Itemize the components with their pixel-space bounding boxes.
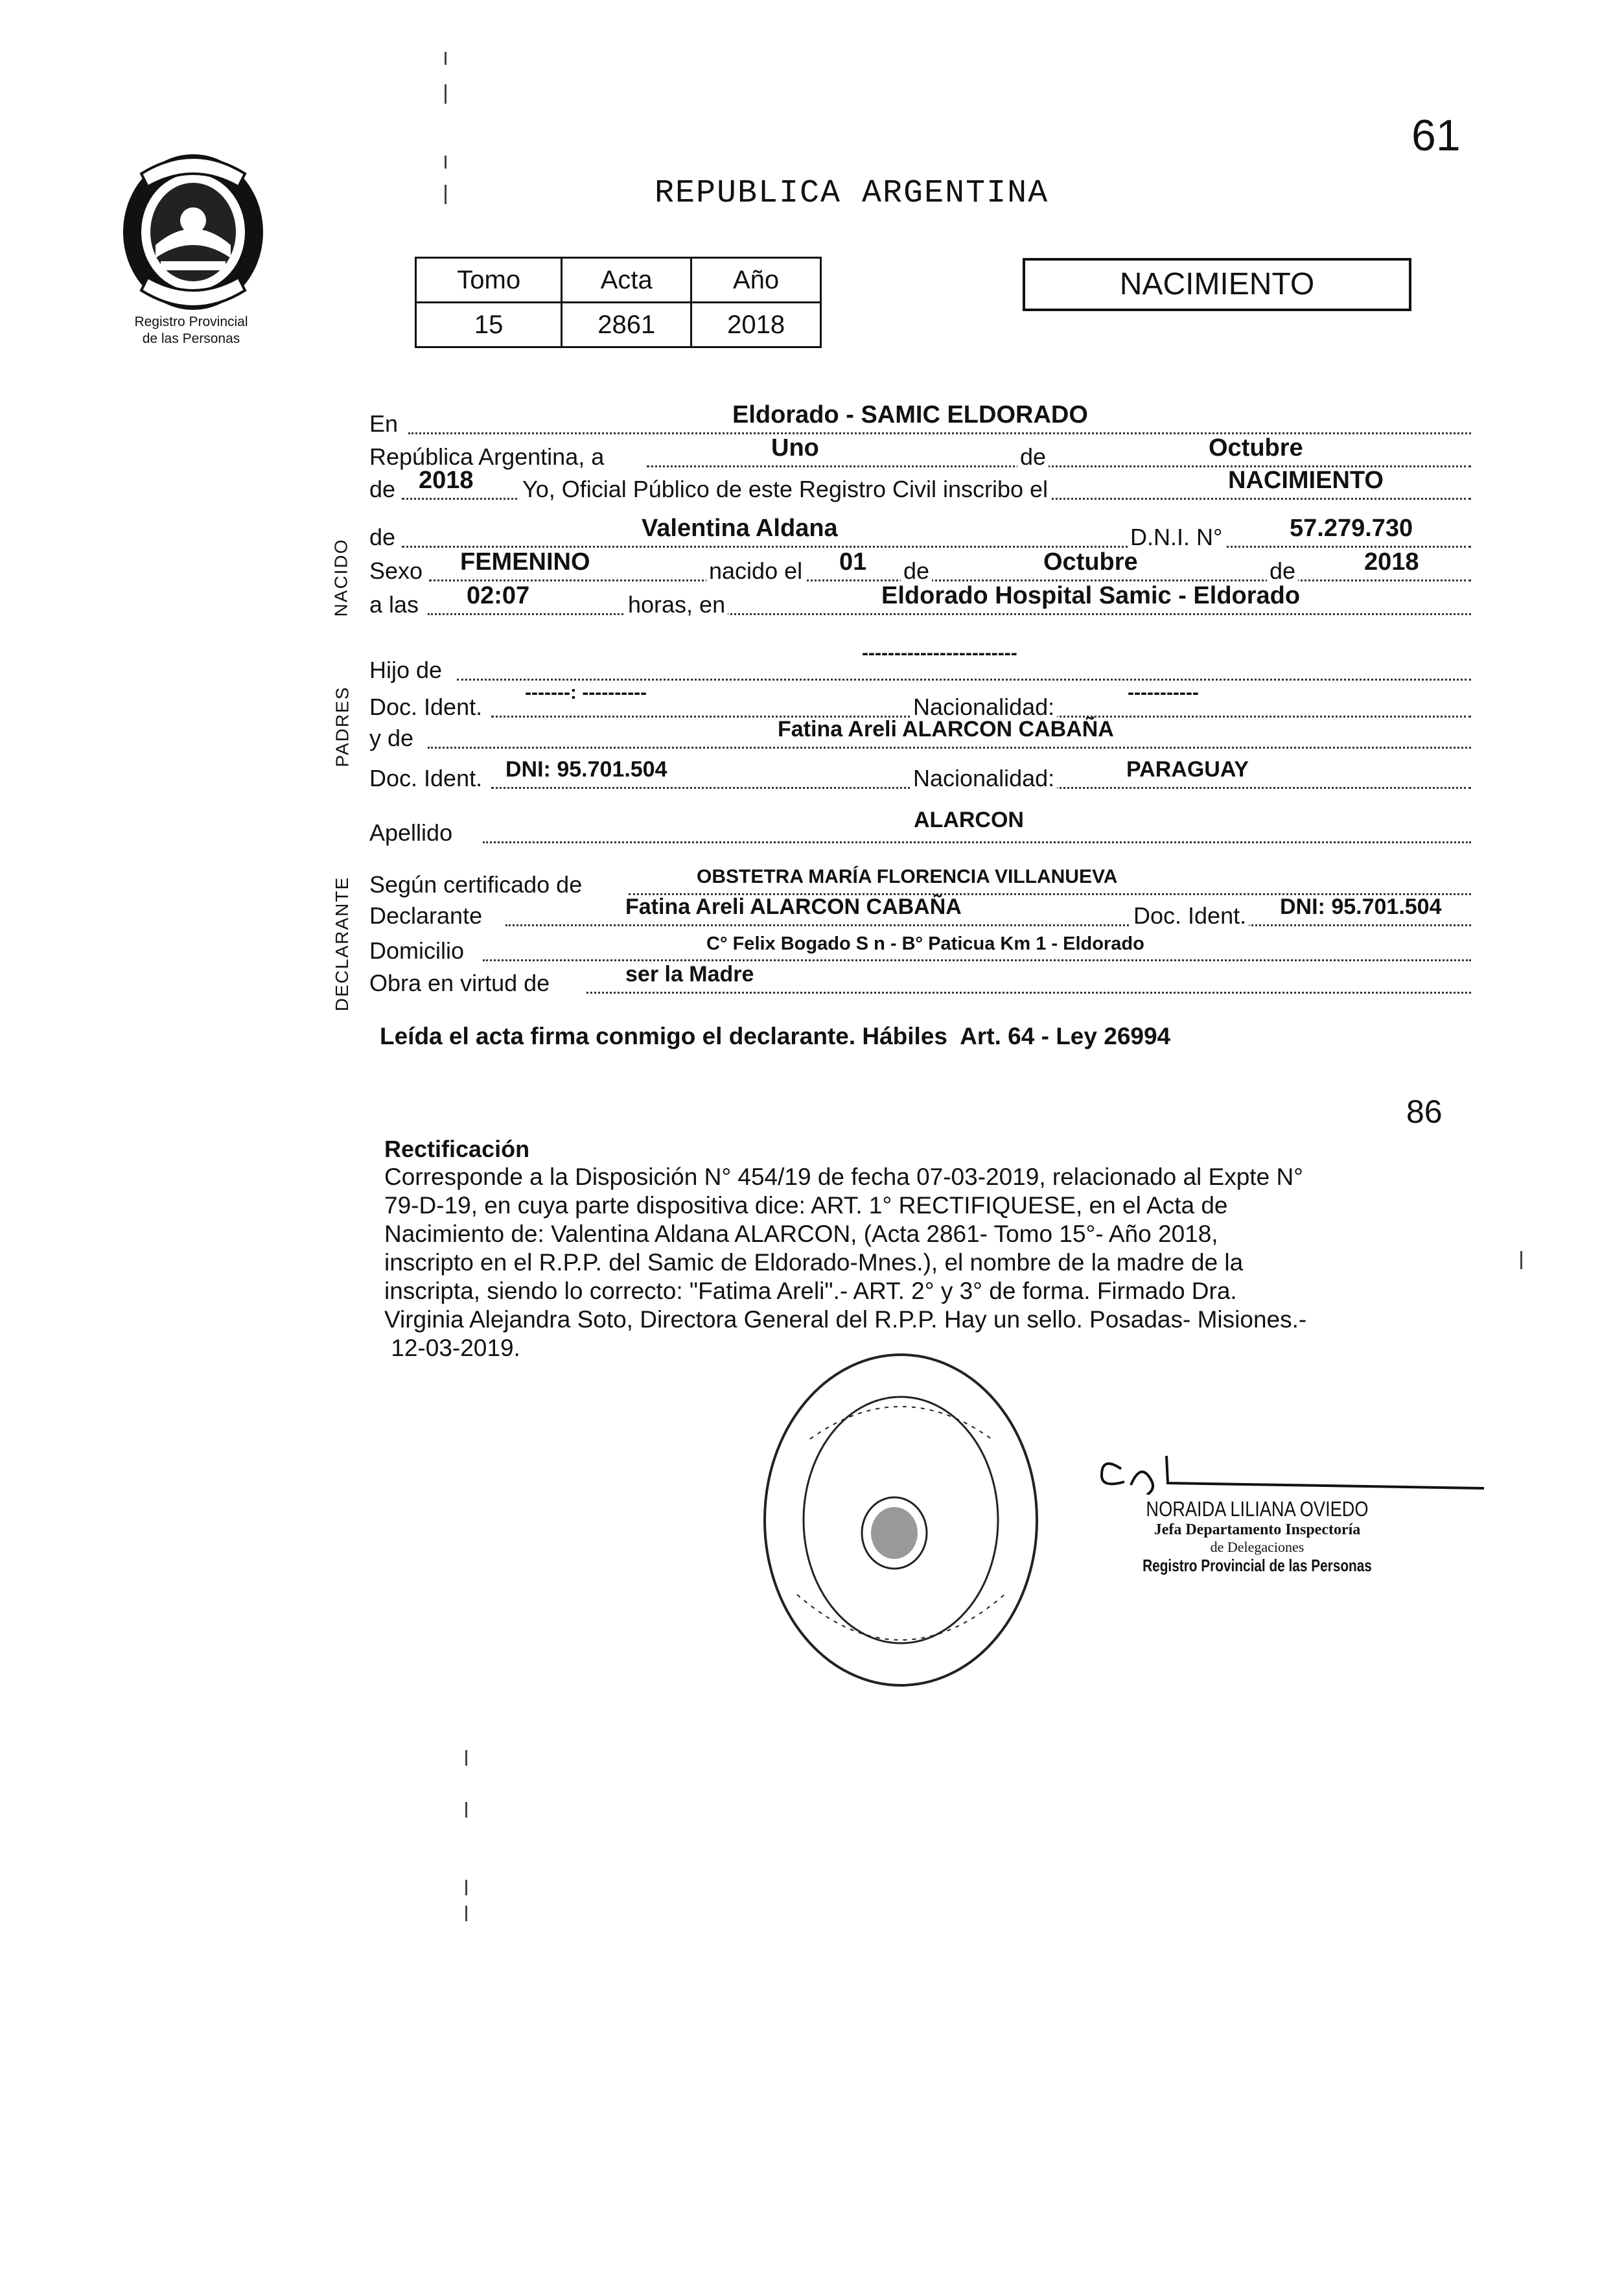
margin-mark [445, 185, 447, 204]
ano-header: Año [691, 258, 821, 303]
name-value: Valentina Aldana [642, 515, 838, 542]
day-value: Uno [771, 434, 819, 462]
record-type-box: NACIMIENTO [1023, 258, 1411, 311]
signature-name: NORAIDA LILIANA OVIEDO [1146, 1497, 1369, 1521]
apellido-value: ALARCON [914, 808, 1024, 832]
rectification-line: Virginia Alejandra Soto, Directora General del R.P.P. Hay un sello. Posadas- Misiones.- [384, 1306, 1307, 1333]
dni-label: D.N.I. N° [1128, 524, 1225, 551]
margin-mark [1520, 1251, 1522, 1269]
record-table [415, 257, 822, 348]
hijo-label: Hijo de [369, 657, 443, 683]
mother-doc-label: Doc. Ident. [369, 765, 483, 791]
closing-line: Leída el acta firma conmigo el declarante. Hábiles Art. 64 - Ley 26994 [380, 1023, 1171, 1049]
signature-block [1076, 1497, 1439, 1576]
row-apellido [369, 808, 1471, 847]
de-label-3: de [369, 524, 396, 550]
father-nat-value: ----------- [1128, 682, 1199, 703]
row-hijo [369, 642, 1471, 684]
side-label-declarante: DECLARANTE [332, 876, 353, 1012]
sexo-value: FEMENINO [460, 548, 590, 576]
de-label-4: de [901, 557, 932, 585]
sexo-label: Sexo [369, 557, 423, 584]
margin-mark [445, 52, 447, 65]
mother-nat-value: PARAGUAY [1126, 757, 1249, 782]
margin-mark [465, 1880, 467, 1895]
margin-mark [445, 84, 447, 104]
domicilio-label: Domicilio [369, 937, 465, 964]
registry-caption-line1: Registro Provincial [134, 314, 248, 329]
father-nat-label: Nacionalidad: [911, 694, 1057, 721]
signature-mark [1095, 1449, 1484, 1495]
row-mother-doc [369, 757, 1471, 792]
tomo-header: Tomo [416, 258, 562, 303]
row-en [369, 401, 1471, 438]
hour-value: 02:07 [467, 582, 530, 609]
segun-label: Según certificado de [369, 871, 583, 898]
row-declarante [369, 897, 1471, 930]
birth-day: 01 [839, 548, 867, 576]
place-value: Eldorado Hospital Samic - Eldorado [881, 582, 1301, 609]
acta-value: 2861 [562, 303, 691, 347]
margin-mark [465, 1802, 467, 1818]
acta-header: Acta [562, 258, 691, 303]
side-label-nacido: NACIDO [331, 538, 351, 617]
row-name [369, 515, 1471, 551]
page-number: 61 [1411, 111, 1461, 160]
row-domicilio [369, 932, 1471, 965]
tomo-value: 15 [416, 303, 562, 347]
row-obra [369, 962, 1471, 997]
segun-value: OBSTETRA MARÍA FLORENCIA VILLANUEVA [697, 866, 1118, 887]
rectification-line: inscripta, siendo lo correcto: "Fatima Areli".- ART. 2° y 3° de forma. Firmado Dra. [384, 1278, 1237, 1304]
row-father-doc [369, 682, 1471, 721]
rectification-title: Rectificación [384, 1136, 530, 1162]
annotation-number: 86 [1406, 1094, 1443, 1130]
signature-role1: Jefa Departamento Inspectoría [1154, 1521, 1361, 1538]
yde-label: y de [369, 725, 414, 751]
row-year [369, 467, 1471, 503]
de-label-5: de [1267, 557, 1298, 585]
en-label: En [369, 410, 399, 437]
registry-caption [97, 314, 285, 347]
margin-mark [465, 1750, 467, 1766]
rectification-line: 12-03-2019. [384, 1335, 520, 1361]
record-table-header-row [416, 258, 821, 303]
birth-month: Octubre [1043, 548, 1138, 576]
margin-mark [465, 1906, 467, 1921]
side-label-padres: PADRES [332, 686, 353, 767]
dni-value: 57.279.730 [1290, 515, 1413, 542]
horas-label: horas, en [625, 591, 728, 618]
row-segun [369, 866, 1471, 898]
father-doc-label: Doc. Ident. [369, 694, 483, 720]
month-value: Octubre [1209, 434, 1303, 462]
rectification-line: 79-D-19, en cuya parte dispositiva dice: ART. 1° RECTIFIQUESE, en el Acta de [384, 1192, 1228, 1219]
mother-nat-label: Nacionalidad: [911, 765, 1057, 792]
rectification-line: Corresponde a la Disposición N° 454/19 de fecha 07-03-2019, relacionado al Expte N° [384, 1164, 1303, 1190]
en-value: Eldorado - SAMIC ELDORADO [732, 401, 1088, 428]
obra-label: Obra en virtud de [369, 970, 550, 996]
rectification-body [384, 1163, 1499, 1363]
republica-label: República Argentina, a [369, 443, 605, 470]
mother-doc-value: DNI: 95.701.504 [505, 757, 667, 782]
declarante-value: Fatina Areli ALARCON CABAÑA [625, 895, 962, 919]
declarante-label: Declarante [369, 902, 483, 929]
apellido-label: Apellido [369, 819, 453, 846]
officer-text: Yo, Oficial Público de este Registro Civil inscribo el [518, 476, 1052, 503]
mother-name: Fatina Areli ALARCON CABAÑA [778, 717, 1114, 742]
registry-caption-line2: de las Personas [142, 331, 240, 346]
row-sexo [369, 548, 1471, 585]
de-label-1: de [1017, 443, 1049, 471]
margin-mark [445, 156, 447, 169]
a-las-label: a las [369, 591, 419, 618]
declarante-doc-value: DNI: 95.701.504 [1280, 895, 1442, 919]
signature-role2: de Delegaciones [1210, 1539, 1305, 1555]
birth-year: 2018 [1364, 548, 1419, 576]
inscribe-value: NACIMIENTO [1228, 467, 1384, 494]
declarante-doc-label: Doc. Ident. [1131, 902, 1249, 930]
provincial-seal-logo [115, 148, 271, 316]
ano-value: 2018 [691, 303, 821, 347]
rectification-line: inscripto en el R.P.P. del Samic de Eldorado-Mnes.), el nombre de la madre de la [384, 1249, 1244, 1276]
de-label-2: de [369, 476, 396, 502]
rectification-line: Nacimiento de: Valentina Aldana ALARCON, (Acta 2861- Tomo 15°- Año 2018, [384, 1221, 1218, 1247]
row-mother [369, 719, 1471, 752]
father-doc-value: -------: ---------- [525, 682, 647, 703]
hijo-value: ------------------------ [862, 642, 1017, 664]
record-table-value-row [416, 303, 821, 347]
row-hour [369, 582, 1471, 618]
signature-role3: Registro Provincial de las Personas [1143, 1556, 1372, 1575]
nacido-label: nacido el [706, 557, 805, 585]
row-republica [369, 434, 1471, 471]
year-value: 2018 [419, 467, 474, 494]
domicilio-value: C° Felix Bogado S n - B° Paticua Km 1 - Eldorado [706, 933, 1144, 954]
official-stamp [758, 1348, 1043, 1692]
document-title: REPUBLICA ARGENTINA [655, 175, 1049, 212]
obra-value: ser la Madre [625, 962, 754, 987]
